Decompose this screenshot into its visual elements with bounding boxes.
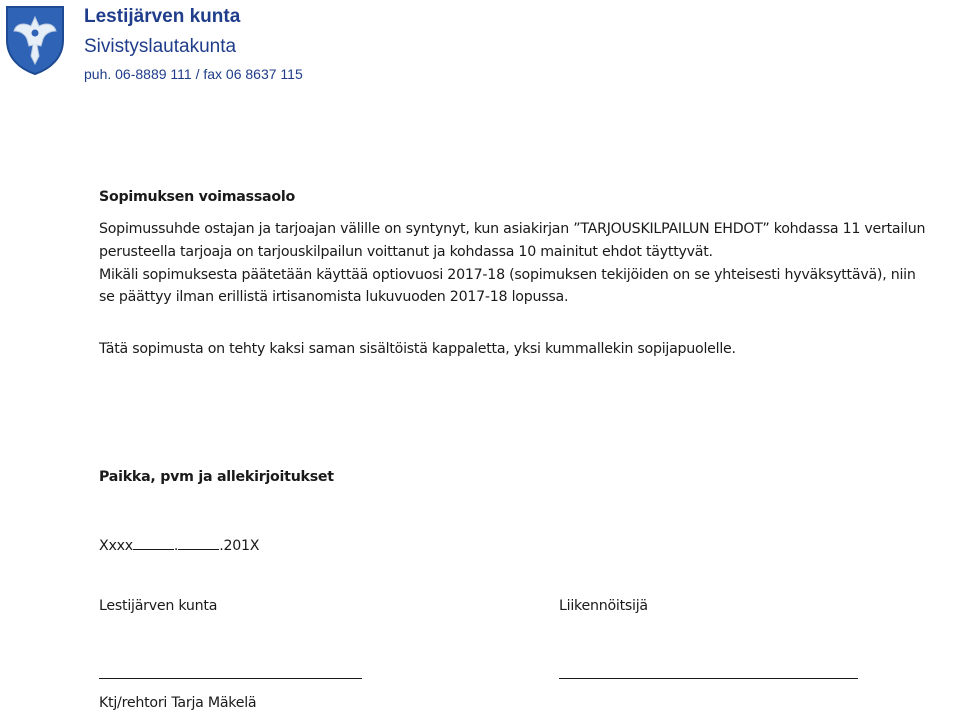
- organization-unit: Sivistyslautakunta: [84, 36, 237, 57]
- contact-line: puh. 06-8889 111 / fax 06 8637 115: [84, 66, 303, 82]
- left-signer-name: Ktj/rehtori Tarja Mäkelä: [99, 695, 257, 711]
- right-party-name: Liikennöitsijä: [559, 598, 648, 614]
- municipal-coat-of-arms-icon: [4, 4, 66, 76]
- month-blank: [178, 535, 219, 550]
- place-text: Xxxx: [99, 538, 133, 554]
- section-heading: Sopimuksen voimassaolo: [99, 189, 295, 205]
- left-party-name: Lestijärven kunta: [99, 598, 218, 614]
- place-date-line: [99, 535, 259, 554]
- organization-name: Lestijärven kunta: [84, 6, 241, 27]
- left-signature-line: [99, 678, 362, 679]
- paragraph-line: perusteella tarjoaja on tarjouskilpailun voittanut ja kohdassa 10 mainitut ehdot täyttyvät.: [99, 244, 713, 260]
- year-text: .201X: [219, 538, 260, 554]
- right-signature-line: [559, 678, 858, 679]
- signatures-heading: Paikka, pvm ja allekirjoitukset: [99, 469, 334, 485]
- paragraph-line: se päättyy ilman erillistä irtisanomista lukuvuoden 2017-18 lopussa.: [99, 289, 569, 305]
- date-separator: .: [173, 538, 179, 554]
- copies-paragraph: Tätä sopimusta on tehty kaksi saman sisältöistä kappaletta, yksi kummallekin sopijapuolelle.: [99, 341, 736, 357]
- paragraph-line: Mikäli sopimuksesta päätetään käyttää optiovuosi 2017-18 (sopimuksen tekijöiden on se yhteisesti hyväksyttävä), niin: [99, 267, 916, 283]
- paragraph-line: Sopimussuhde ostajan ja tarjoajan välille on syntynyt, kun asiakirjan ”TARJOUSKILPAILUN EHDOT” kohdassa 11 vertailun: [99, 221, 926, 237]
- day-blank: [133, 535, 174, 550]
